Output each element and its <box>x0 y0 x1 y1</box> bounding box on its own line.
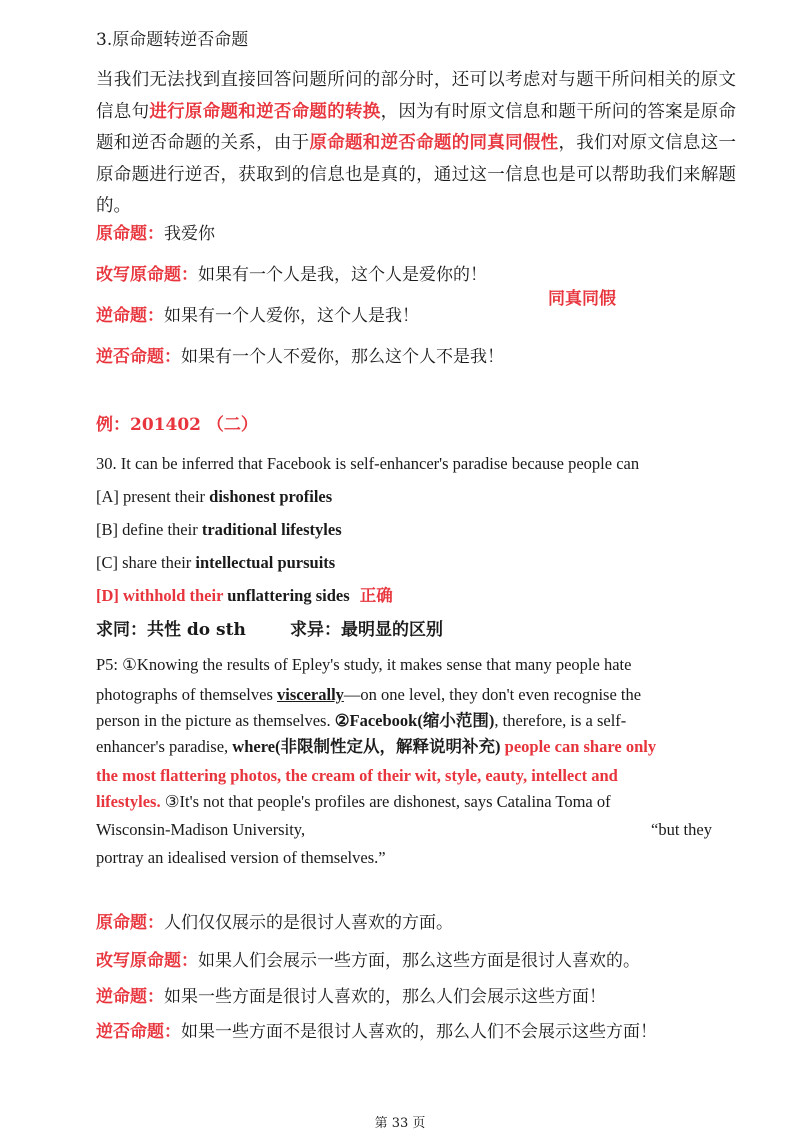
example2-converse <box>96 986 606 1008</box>
rewrite-text-2: 如果人们会展示一些方面，那么这些方面是很讨人喜欢的。 <box>198 951 640 971</box>
contra-label: 逆否命题： <box>96 347 181 367</box>
option-c <box>96 552 335 574</box>
intro-highlight-1: 进行原命题和逆否命题的转换 <box>149 101 381 122</box>
passage-l6-highlight: lifestyles. <box>96 792 161 811</box>
passage-l3-text: person in the picture as themselves. <box>96 711 335 730</box>
converse-text: 如果有一个人爱你，这个人是我！ <box>164 306 419 326</box>
strategy-same: 求同：共性 do sth <box>96 620 246 640</box>
same-truth-note: 同真同假 <box>548 289 616 309</box>
passage-l4-highlight: people can share only <box>500 737 657 756</box>
contra-text-2: 如果一些方面不是很讨人喜欢的，那么人们不会展示这些方面！ <box>181 1022 657 1042</box>
question-stem: 30. It can be inferred that Facebook is self-enhancer's paradise because people can <box>96 454 640 473</box>
option-a-prefix: [A] present their <box>96 487 210 506</box>
example2-original <box>96 912 453 934</box>
passage-line-8: portray an idealised version of themselves.” <box>96 848 386 867</box>
original-text-2: 人们仅仅展示的是很讨人喜欢的方面。 <box>164 913 453 933</box>
passage-line-4 <box>96 736 656 758</box>
example2-contrapositive <box>96 1021 657 1043</box>
page-number: 第 33 页 <box>374 1116 426 1131</box>
converse-label: 逆命题： <box>96 306 164 326</box>
contra-label-2: 逆否命题： <box>96 1022 181 1042</box>
contra-text: 如果有一个人不爱你，那么这个人不是我！ <box>181 347 504 367</box>
passage-line-6 <box>96 791 611 813</box>
passage-l2-text: photographs of themselves <box>96 685 278 704</box>
strategy-diff: 求异：最明显的区别 <box>290 620 443 640</box>
original-label-2: 原命题： <box>96 913 164 933</box>
section-title: 3.原命题转逆否命题 <box>96 30 249 50</box>
rewrite-label: 改写原命题： <box>96 265 198 285</box>
example1-original <box>96 223 215 245</box>
original-text: 我爱你 <box>164 224 215 244</box>
intro-text-3: ，我们对原文信息这一原命题进行逆否，获取到的信息也是真的，通过这一信息也是可以帮助我们来解题的。 <box>96 133 737 216</box>
passage-l2-rest: ––on one level, they don't even recognise the <box>343 685 642 704</box>
option-c-prefix: [C] share their <box>96 553 196 572</box>
keyword-viscerally: viscerally <box>277 685 344 704</box>
passage-l3-rest: , therefore, is a self- <box>494 711 627 730</box>
example1-rewrite <box>96 264 487 286</box>
facebook-annotation: ②Facebook(缩小范围) <box>334 711 495 730</box>
converse-text-2: 如果一些方面是很讨人喜欢的，那么人们会展示这些方面！ <box>164 987 606 1007</box>
intro-text-1: 当我们无法找到直接回答问题所问的部分时，还可以考虑对与题干所问相关的原文信息句 <box>96 70 736 122</box>
original-label: 原命题： <box>96 224 164 244</box>
option-d <box>96 585 393 607</box>
example2-rewrite <box>96 950 640 972</box>
option-c-key: intellectual pursuits <box>195 553 336 572</box>
passage-line-7a: Wisconsin-Madison University, <box>96 820 306 839</box>
option-b-prefix: [B] define their <box>96 520 202 539</box>
intro-text-2: ，因为有时原文信息和题干所问的答案是原命题和逆否命题的关系，由于 <box>96 101 737 153</box>
example1-contrapositive <box>96 346 504 368</box>
passage-l6-text: ③It's not that people's profiles are dishonest, says Catalina Toma of <box>160 792 611 811</box>
intro-paragraph <box>96 65 736 223</box>
example-tag: 例：201402 （二） <box>96 415 258 435</box>
option-d-key: unflattering sides <box>223 586 350 605</box>
passage-line-3 <box>96 710 626 732</box>
intro-highlight-2: 原命题和逆否命题的同真同假性 <box>309 133 559 153</box>
option-b-key: traditional lifestyles <box>201 520 342 539</box>
passage-line-5: the most flattering photos, the cream of their wit, style, eauty, intellect and <box>96 766 618 785</box>
passage-line-7b: “but they <box>651 820 712 839</box>
option-a-key: dishonest profiles <box>209 487 333 506</box>
where-annotation: where(非限制性定从，解释说明补充) <box>232 737 501 756</box>
option-d-prefix: [D] withhold their <box>96 586 224 605</box>
option-a <box>96 486 332 508</box>
passage-l4-text: enhancer's paradise, <box>96 737 233 756</box>
option-b <box>96 519 342 541</box>
passage-line-2 <box>96 684 641 706</box>
correct-mark: 正确 <box>359 586 393 605</box>
example1-converse <box>96 305 419 327</box>
passage-line-1: P5: ①Knowing the results of Epley's study, it makes sense that many people hate <box>96 655 632 674</box>
converse-label-2: 逆命题： <box>96 987 164 1007</box>
rewrite-text: 如果有一个人是我，这个人是爱你的！ <box>198 265 487 285</box>
rewrite-label-2: 改写原命题： <box>96 951 198 971</box>
